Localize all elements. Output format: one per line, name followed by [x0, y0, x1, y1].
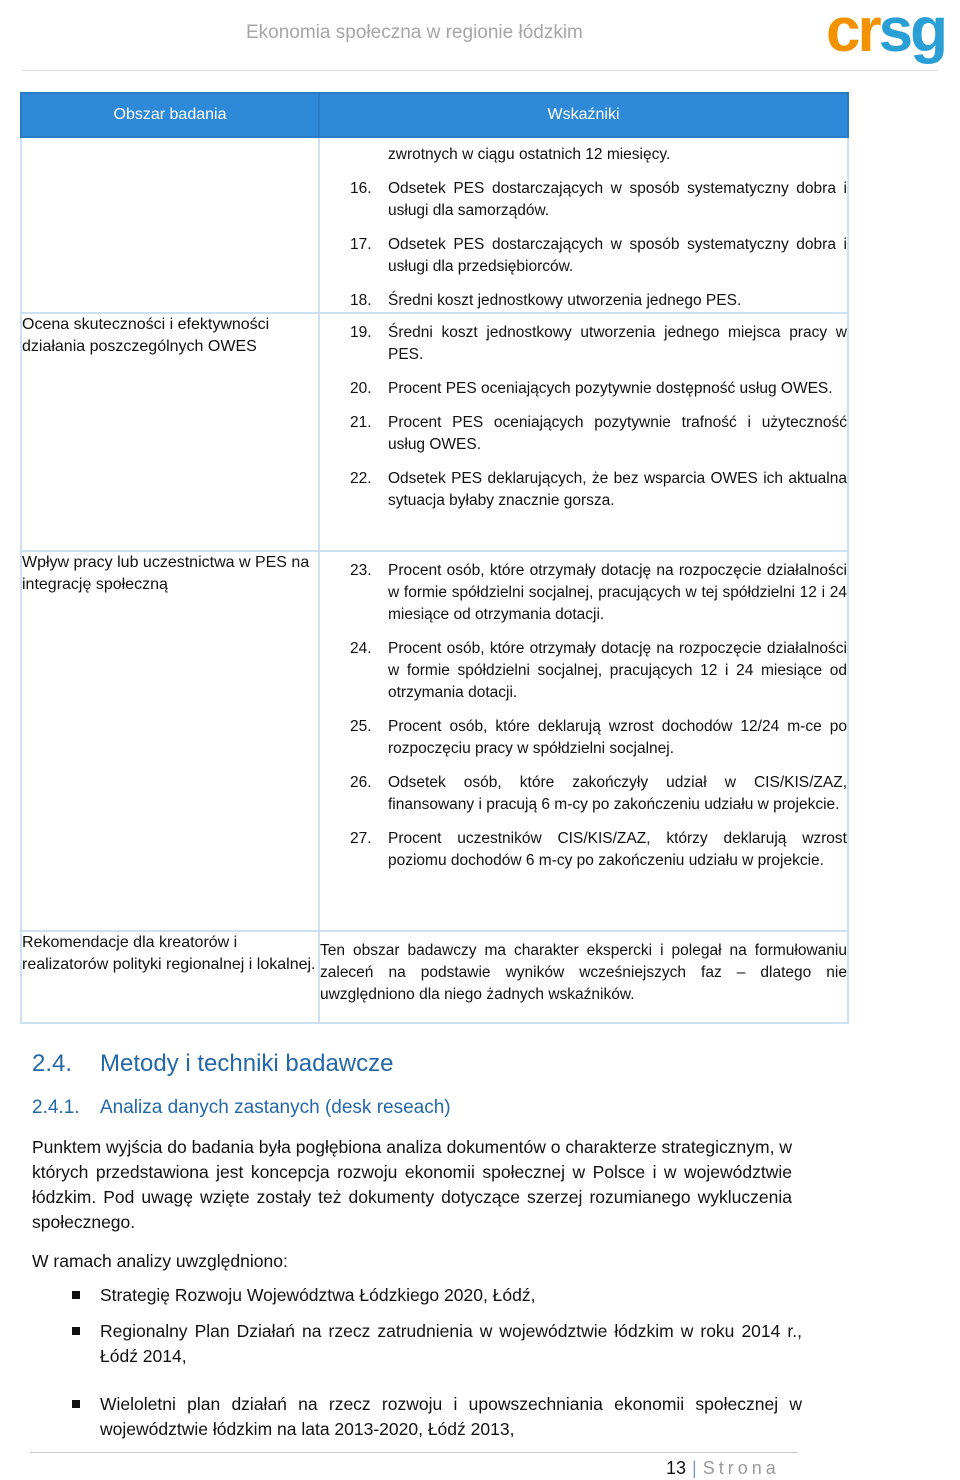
indicator-item: 27. Procent uczestników CIS/KIS/ZAZ, którzy deklarują wzrost poziomu dochodów 6 m-cy po zakończeniu udziału w projekcie. [350, 830, 847, 869]
list-item: Strategię Rozwoju Województwa Łódzkiego 2020, Łódź, [32, 1283, 802, 1308]
area-cell [21, 931, 319, 1023]
indicators-cell [319, 137, 848, 313]
indicator-item: 18. Średni koszt jednostkowy utworzenia jednego PES. [350, 292, 742, 309]
intro-paragraph: Punktem wyjścia do badania była pogłębiona analiza dokumentów o charakterze strategicznym, w których przedstawiona jest koncepcja rozwoju ekonomii społecznej w Polsce i w województwie łódzkim. Pod uwagę wzięte zostały też dokumenty dotyczące szerzej rozumianego wykluczenia społecznego. [32, 1137, 792, 1232]
indicator-item: 17. Odsetek PES dostarczających w sposób systematyczny dobra i usługi dla przedsiębiorców. [350, 236, 847, 275]
indicator-item: 25. Procent osób, które deklarują wzrost dochodów 12/24 m-ce po rozpoczęciu pracy w spółdzielni socjalnej. [350, 718, 847, 757]
column-header-area: Obszar badania [21, 93, 319, 137]
header-divider [22, 70, 938, 71]
table-header-row [21, 93, 848, 137]
indicator-item: 20. Procent PES oceniających pozytywnie dostępność usług OWES. [350, 380, 833, 397]
indicator-item: 26. Odsetek osób, które zakończyły udział w CIS/KIS/ZAZ, finansowany i pracują 6 m-cy po zakończeniu udziału w projekcie. [350, 774, 847, 813]
indicators-cell [319, 931, 848, 1023]
indicator-item: 24. Procent osób, które otrzymały dotację na rozpoczęcie działalności w formie spółdzielni socjalnej, pracujących 12 i 24 miesiące od otrzymania dotacji. [350, 640, 847, 701]
page-word: Strona [702, 1458, 780, 1478]
area-label: Ocena skuteczności i efektywności działania poszczególnych OWES [22, 316, 270, 355]
square-bullet-icon [72, 1327, 80, 1335]
indicator-item: 23. Procent osób, które otrzymały dotację na rozpoczęcie działalności w formie spółdzielni socjalnej, pracujących w tej spółdzielni 12 i 24 miesiące od otrzymania dotacji. [350, 562, 847, 623]
area-cell [21, 137, 319, 313]
square-bullet-icon [72, 1291, 80, 1299]
list-intro: W ramach analizy uwzględniono: [32, 1251, 288, 1271]
documents-list [32, 1283, 802, 1442]
indicators-table [20, 92, 849, 1024]
indicator-item: 19. Średni koszt jednostkowy utworzenia jednego miejsca pracy w PES. [350, 324, 847, 363]
list-item: Wieloletni plan działań na rzecz rozwoju i upowszechniania ekonomii społecznej w województwie łódzkim na lata 2013-2020, Łódź 2013, [32, 1392, 802, 1442]
indicator-item: zwrotnych w ciągu ostatnich 12 miesięcy. [388, 146, 671, 163]
indicators-cell [319, 313, 848, 551]
indicators-cell [319, 551, 848, 931]
table-row [21, 313, 848, 551]
table-row [21, 137, 848, 313]
page-number: 13 [666, 1458, 687, 1478]
list-item: Regionalny Plan Działań na rzecz zatrudnienia w województwie łódzkim w roku 2014 r., Łódź 2014, [32, 1319, 802, 1369]
table-row [21, 551, 848, 931]
section-heading: 2.4. Metody i techniki badawcze [32, 1050, 394, 1077]
page-footer: 13 | Strona [666, 1458, 780, 1478]
area-cell [21, 313, 319, 551]
running-header: Ekonomia społeczna w regionie łódzkim [246, 22, 583, 43]
crsg-logo: crsg [826, 0, 945, 65]
indicator-item: 16. Odsetek PES dostarczających w sposób systematyczny dobra i usługi dla samorządów. [350, 180, 847, 219]
square-bullet-icon [72, 1400, 80, 1408]
indicator-item: 21. Procent PES oceniających pozytywnie trafność i użyteczność usług OWES. [350, 414, 847, 453]
area-label: Wpływ pracy lub uczestnictwa w PES na integrację społeczną [22, 554, 310, 593]
area-cell [21, 551, 319, 931]
indicator-item: 22. Odsetek PES deklarujących, że bez wsparcia OWES ich aktualna sytuacja byłaby znacznie gorsza. [350, 470, 847, 509]
subsection-heading: 2.4.1. Analiza danych zastanych (desk reseach) [32, 1097, 451, 1118]
expert-note: Ten obszar badawczy ma charakter ekspercki i polegał na formułowaniu zaleceń na podstawie wyników wcześniejszych faz – dlatego nie uwzględniono dla niego żadnych wskaźników. [320, 942, 847, 1003]
column-header-indicators: Wskaźniki [319, 93, 848, 137]
area-label: Rekomendacje dla kreatorów i realizatorów polityki regionalnej i lokalnej. [22, 934, 316, 973]
table-row [21, 931, 848, 1023]
footer-divider [30, 1452, 798, 1453]
